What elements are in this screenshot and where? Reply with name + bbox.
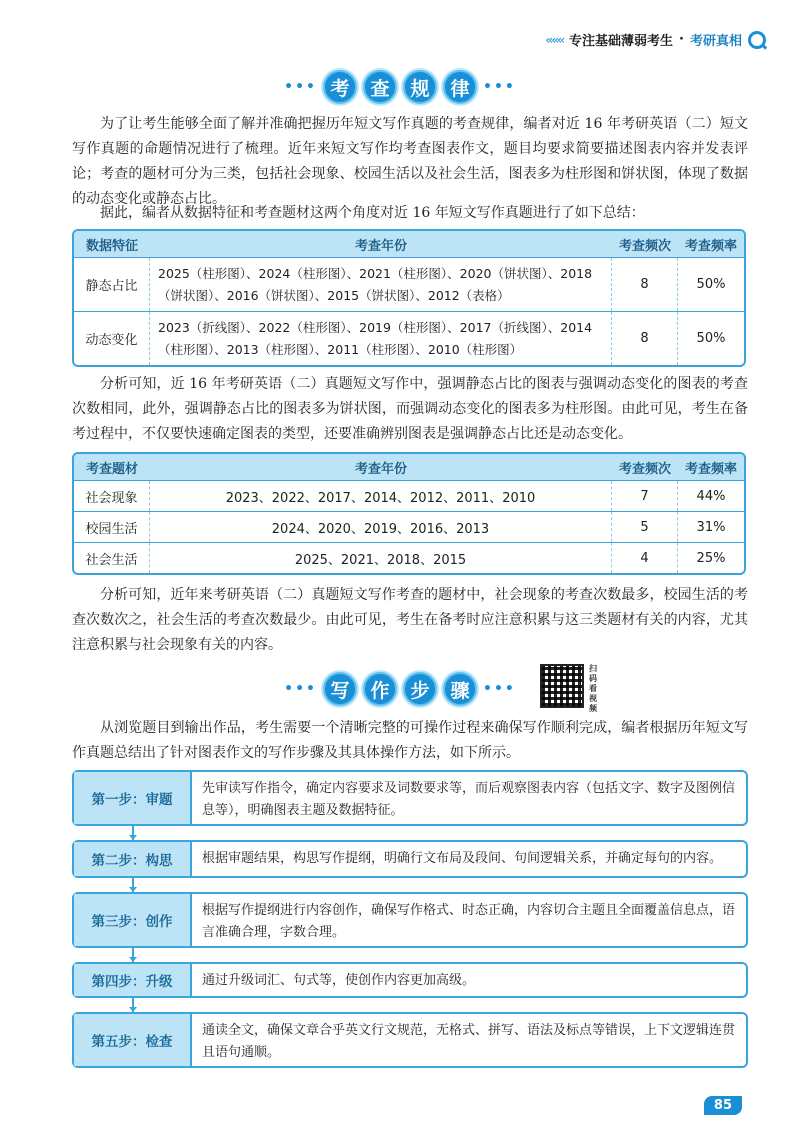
table-cell: 2023、2022、2017、2014、2012、2011、2010 (150, 481, 612, 511)
section-title-rules (0, 70, 800, 104)
steps-list (72, 770, 748, 1082)
decor-dots-right: ••• (483, 79, 516, 95)
qr-code-icon[interactable] (540, 664, 584, 708)
table-row (74, 311, 744, 365)
header-slogan: 专注基础薄弱考生 (569, 34, 674, 49)
intro-paragraph-2: 据此，编者从数据特征和考查题材这两个角度对近 16 年短文写作真题进行了如下总结： (100, 205, 645, 221)
step-item (72, 892, 748, 948)
step-item (72, 840, 748, 878)
step-item (72, 962, 748, 998)
header-accent: 考研真相 (689, 34, 742, 49)
arrow-down-icon (132, 948, 134, 962)
table-cell: 2025、2021、2018、2015 (150, 543, 612, 573)
search-icon (748, 31, 766, 49)
table-header-cell: 考查频率 (684, 461, 737, 477)
table-cell: 50% (696, 277, 726, 292)
title-char: 查 (363, 70, 397, 104)
title-char: 写 (323, 672, 357, 706)
table-cell: 校园生活 (74, 512, 150, 542)
title-char: 步 (403, 672, 437, 706)
title-char: 作 (363, 672, 397, 706)
table-cell: 5 (612, 512, 678, 542)
table-row (74, 257, 744, 311)
step-text: 通过升级词汇、句式等，使创作内容更加高级。 (202, 973, 476, 988)
table-cell: 25% (696, 550, 726, 566)
decor-dots-left: ••• (284, 79, 317, 95)
step-label: 第三步：创作 (74, 894, 192, 946)
intro-paragraph: 为了让考生能够全面了解并准确把握历年短文写作真题的考查规律，编者对近 16 年考研英语（二）短文写作真题的命题情况进行了梳理。近年来短文写作均考查图表作文，题目均要求简要描述图表内容并发表评论；考查的题材可分为三类，包括社会现象、校园生活以及社会生活，图表多为柱形图和饼状图，体现了数据的动态变化或静态占比。 (72, 116, 748, 207)
arrow-down-icon (132, 998, 134, 1012)
table-cell: 静态占比 (74, 258, 150, 311)
table-cell: 2025（柱形图）、2024（柱形图）、2021（柱形图）、2020（饼状图）、2018（饼状图）、2016（饼状图）、2015（饼状图）、2012（表格） (150, 258, 612, 311)
page-header (545, 30, 766, 49)
table-cell: 2023（折线图）、2022（柱形图）、2019（柱形图）、2017（折线图）、2014（柱形图）、2013（柱形图）、2011（柱形图）、2010（柱形图） (150, 312, 612, 365)
arrow-down-icon (132, 826, 134, 840)
header-separator: · (679, 32, 684, 47)
table-cell: 7 (612, 481, 678, 511)
table-header-cell: 考查年份 (354, 461, 407, 477)
step-label: 第四步：升级 (74, 964, 192, 996)
table-row (74, 480, 744, 511)
table-cell: 动态变化 (74, 312, 150, 365)
title-char: 骤 (443, 672, 477, 706)
analysis-paragraph-2: 分析可知，近年来考研英语（二）真题短文写作考查的题材中，社会现象的考查次数最多，校园生活的考查次数次之，社会生活的考查次数最少。由此可见，考生在备考时应注意积累与这三类题材有关的内容，尤其注意积累与社会现象有关的内容。 (72, 587, 748, 653)
table-cell: 44% (696, 488, 726, 504)
table-cell: 4 (612, 543, 678, 573)
step-text: 先审读写作指令，确定内容要求及词数要求等，而后观察图表内容（包括文字、数字及图例信息等），明确图表主题及数据特征。 (202, 781, 736, 818)
step-label: 第一步：审题 (74, 772, 192, 824)
title-char: 考 (323, 70, 357, 104)
step-label: 第二步：构思 (74, 842, 192, 876)
table-header-cell: 考查频率 (684, 238, 737, 254)
decor-dots-left: ••• (284, 681, 317, 697)
table-header-cell: 考查年份 (354, 238, 407, 254)
table-cell: 社会现象 (74, 481, 150, 511)
table-cell: 8 (612, 258, 678, 311)
analysis-paragraph-1: 分析可知，近 16 年考研英语（二）真题短文写作中，强调静态占比的图表与强调动态变化的图表的考查次数相同，此外，强调静态占比的图表多为饼状图，而强调动态变化的图表多为柱形图。由此可见，考生在备考过程中，不仅要快速确定图表的类型，还要准确辨别图表是强调静态占比还是动态变化。 (72, 376, 748, 442)
table-row (74, 511, 744, 542)
table-header-row (74, 231, 744, 257)
table-cell: 8 (612, 312, 678, 365)
table-header-cell: 数据特征 (85, 238, 138, 254)
title-char: 规 (403, 70, 437, 104)
decor-dots-right: ••• (483, 681, 516, 697)
arrow-down-icon (132, 878, 134, 892)
table-row (74, 542, 744, 573)
qr-caption: 扫码看视频 (589, 664, 597, 713)
table-header-row (74, 454, 744, 480)
table-cell: 社会生活 (74, 543, 150, 573)
table-header-cell: 考查题材 (85, 461, 138, 477)
topic-table (72, 452, 746, 575)
table-header-cell: 考查频次 (618, 461, 671, 477)
step-item (72, 1012, 748, 1068)
table-header-cell: 考查频次 (618, 238, 671, 254)
table-cell: 2024、2020、2019、2016、2013 (150, 512, 612, 542)
step-label: 第五步：检查 (74, 1014, 192, 1066)
step-text: 通读全文，确保文章合乎英文行文规范，无格式、拼写、语法及标点等错误，上下文逻辑连贯且语句通顺。 (202, 1023, 736, 1060)
table-cell: 31% (696, 519, 726, 535)
page-number: 85 (704, 1096, 742, 1115)
step-text: 根据写作提纲进行内容创作，确保写作格式、时态正确，内容切合主题且全面覆盖信息点，语言准确合理，字数合理。 (202, 903, 736, 940)
step-text: 根据审题结果，构思写作提纲，明确行文布局及段间、句间逻辑关系，并确定每句的内容。 (202, 851, 723, 866)
title-char: 律 (443, 70, 477, 104)
table-cell: 50% (696, 331, 726, 346)
section-title-steps (0, 672, 800, 706)
arrows-icon: ‹‹‹‹‹‹ (545, 32, 564, 47)
steps-intro-paragraph: 从浏览题目到输出作品，考生需要一个清晰完整的可操作过程来确保写作顺利完成，编者根据历年短文写作真题总结出了针对图表作文的写作步骤及其具体操作方法，如下所示。 (72, 720, 748, 761)
data-feature-table (72, 229, 746, 367)
step-item (72, 770, 748, 826)
